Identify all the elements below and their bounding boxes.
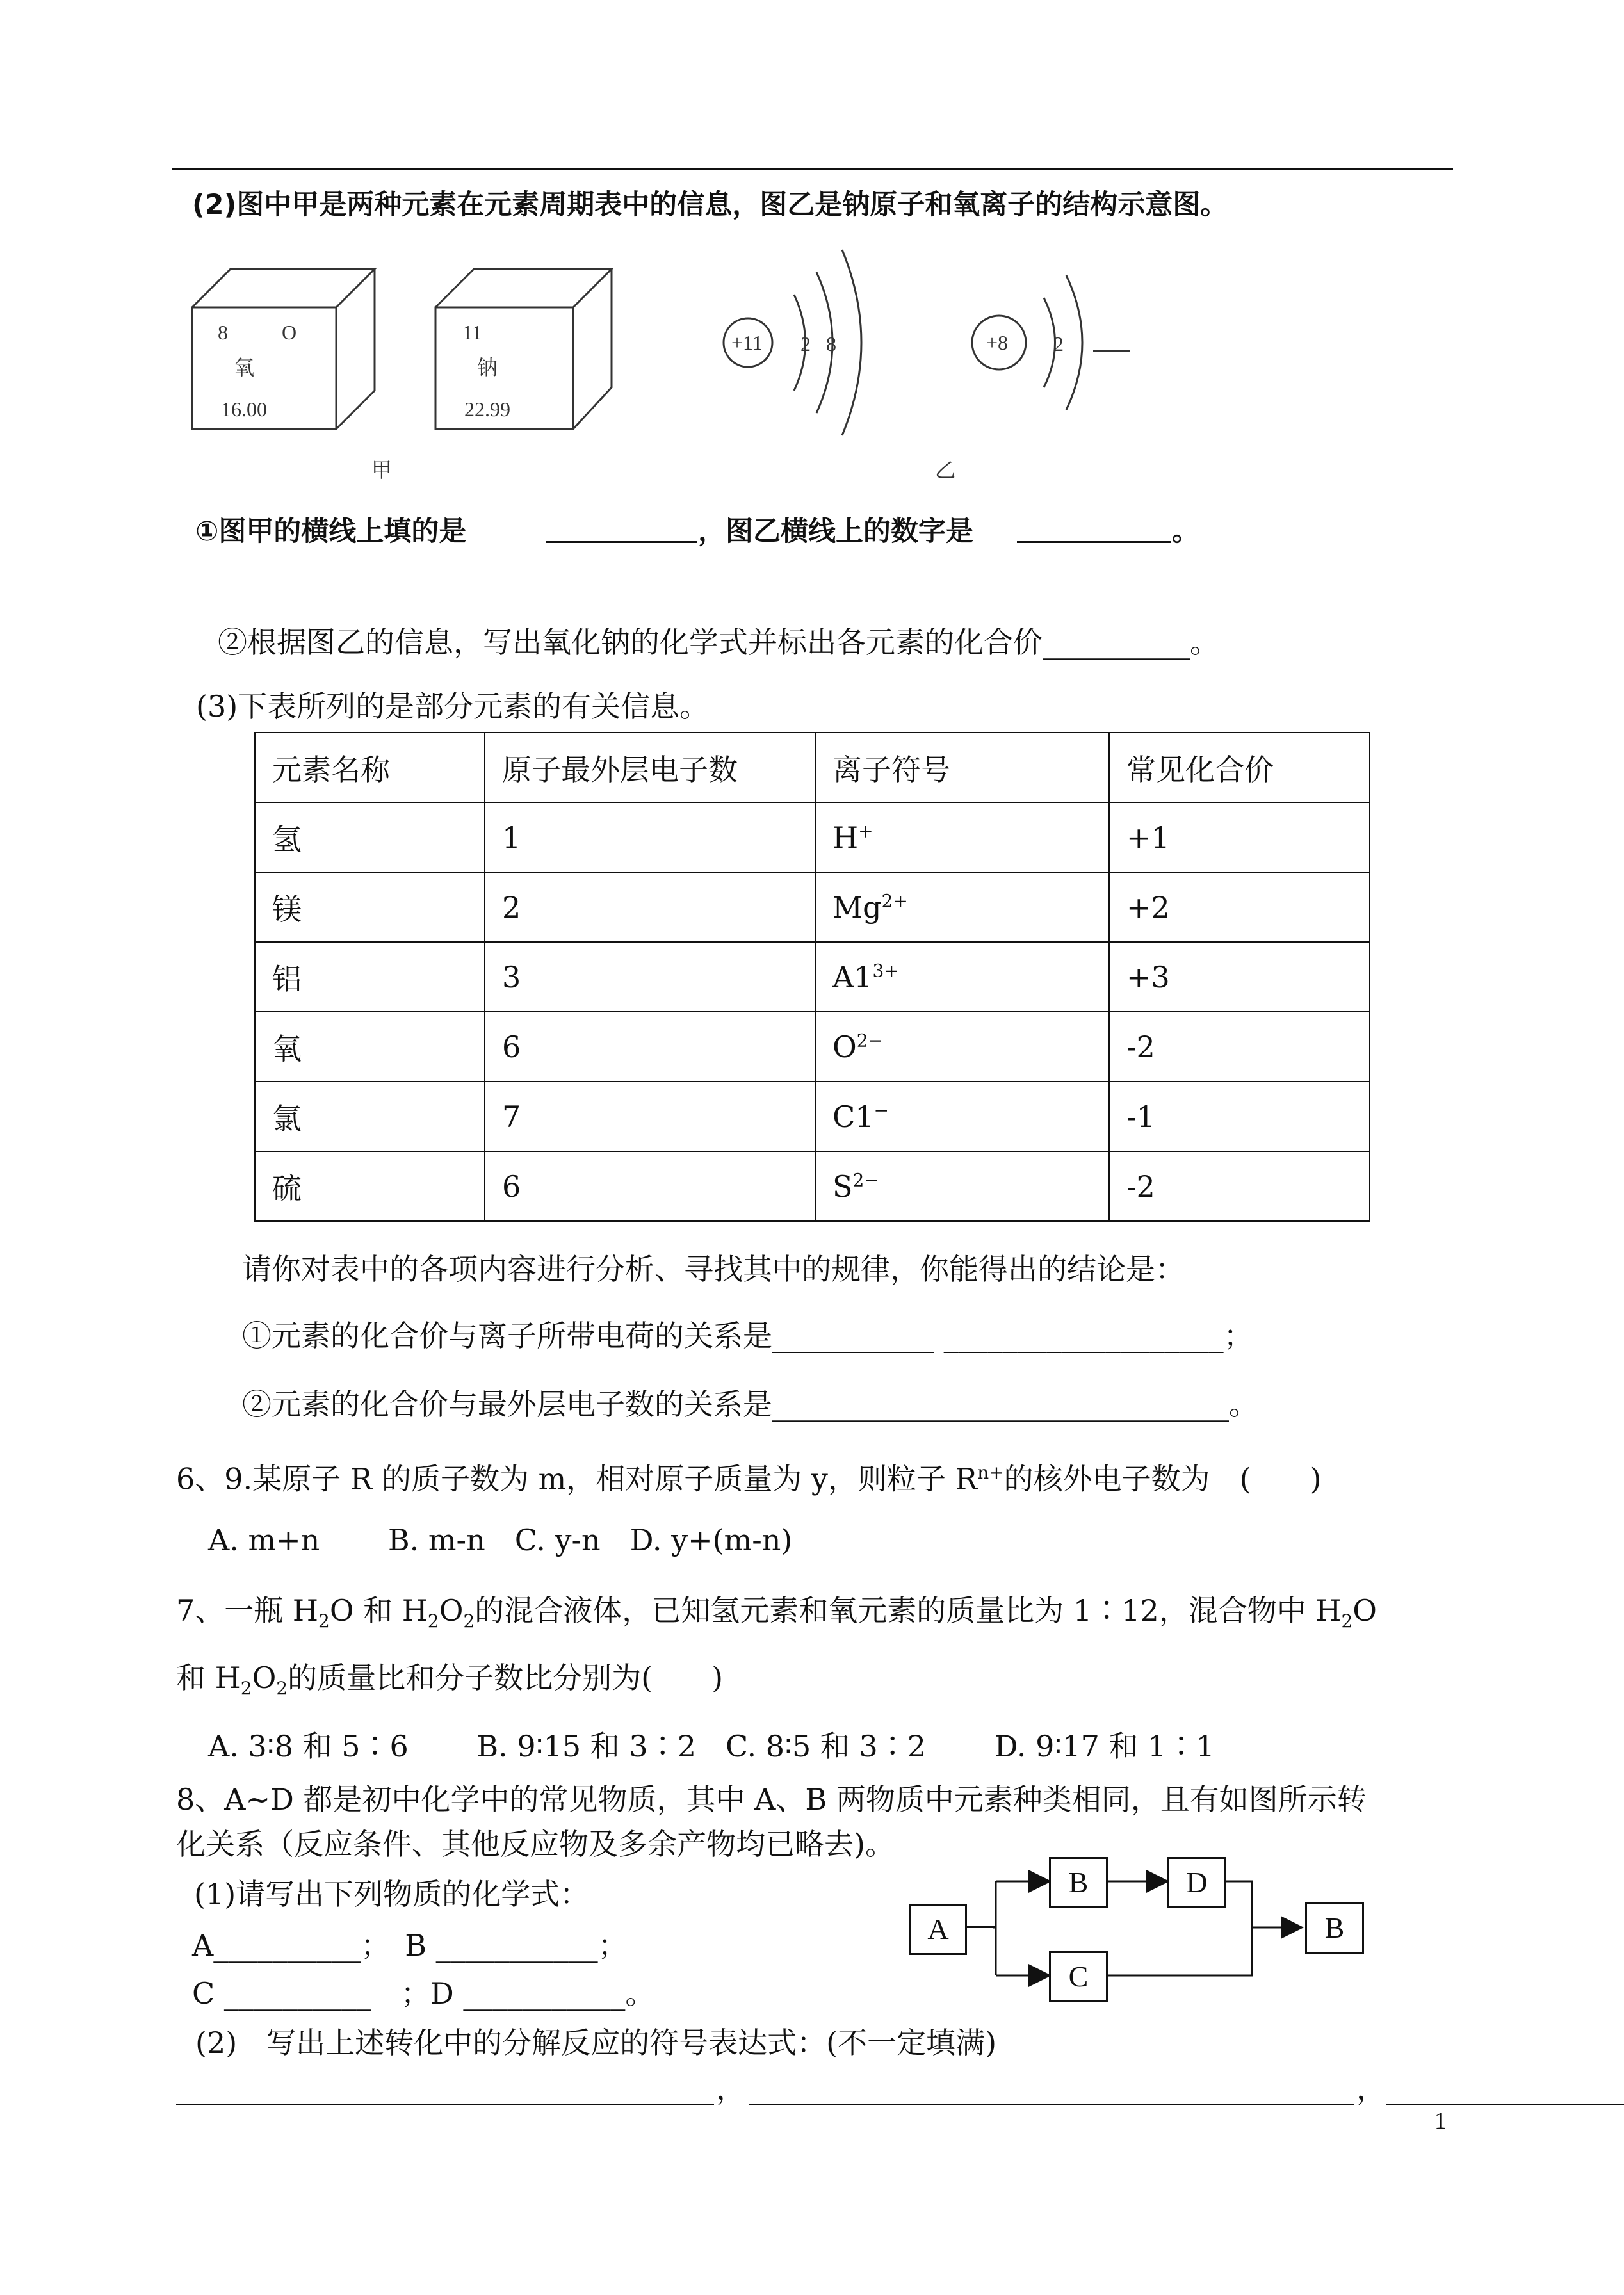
- atom1-shell2: 8: [826, 332, 836, 355]
- ion-charge: 2−: [856, 1030, 883, 1051]
- atom1-nucleus: +11: [731, 331, 763, 354]
- table-cell: 铝: [255, 942, 485, 1012]
- q6-text-a: 6、9.某原子 R 的质子数为 m，相对原子质量为 y，则粒子 R: [176, 1461, 978, 1496]
- comma-2: ，: [1356, 2072, 1386, 2106]
- table-row: [255, 1012, 1370, 1082]
- subscript-2: 2: [240, 1678, 252, 1699]
- ion-charge: 3+: [872, 960, 899, 982]
- question-6: [176, 1454, 1322, 1498]
- table-cell: 3: [485, 942, 815, 1012]
- subscript-2: 2: [427, 1610, 439, 1632]
- table-header-row: [255, 733, 1370, 802]
- label-yi: 乙: [935, 458, 956, 482]
- q7-text: 的质量比和分子数比分别为( ): [288, 1660, 724, 1695]
- ion-charge: 2−: [852, 1169, 879, 1191]
- table-cell: [815, 942, 1109, 1012]
- q8-line-1: 8、A~D 都是初中化学中的常见物质，其中 A、B 两物质中元素种类相同，且有如图所示转: [176, 1782, 1367, 1817]
- subscript-2: 2: [318, 1610, 330, 1632]
- q6-superscript: n+: [977, 1462, 1004, 1483]
- conclusion-2: ②元素的化合价与最外层电子数的关系是_______________________________。: [242, 1387, 1258, 1422]
- analysis-text: 请你对表中的各项内容进行分析、寻找其中的规律，你能得出的结论是：: [242, 1252, 1185, 1286]
- subscript-2: 2: [276, 1678, 288, 1699]
- table-cell: 6: [485, 1151, 815, 1221]
- table-cell: 6: [485, 1012, 815, 1082]
- table-cell: [815, 1012, 1109, 1082]
- cube2-num: 11: [462, 321, 482, 344]
- ion-charge: +: [858, 820, 873, 842]
- atom2-nucleus: +8: [986, 331, 1009, 354]
- q7-text: O: [1352, 1593, 1377, 1628]
- q7-text: 和 H: [176, 1660, 241, 1695]
- ion-symbol: S: [832, 1169, 853, 1204]
- table-cell: -2: [1109, 1151, 1370, 1221]
- q8-answer-cd: C __________ ；D ___________。: [192, 1976, 655, 2011]
- subscript-2: 2: [463, 1610, 475, 1632]
- atom1-shell1: 2: [800, 332, 811, 355]
- table-row: [255, 942, 1370, 1012]
- table-row: [255, 1151, 1370, 1221]
- table-cell: 硫: [255, 1151, 485, 1221]
- table-cell: [815, 872, 1109, 942]
- table-header-cell: 离子符号: [815, 733, 1109, 802]
- flow-box-b2: B: [1305, 1902, 1364, 1954]
- q2-sub1-blank-a[interactable]: [546, 541, 697, 543]
- table-cell: 7: [485, 1082, 815, 1151]
- flow-box-a: A: [909, 1904, 967, 1955]
- table-header-cell: 元素名称: [255, 733, 485, 802]
- element-info-table: [254, 732, 1370, 1222]
- cube1-mass: 16.00: [221, 398, 267, 421]
- ion-symbol: Mg: [832, 889, 882, 925]
- table-cell: 镁: [255, 872, 485, 942]
- cube1-name: 氧: [234, 356, 255, 379]
- table-cell: [815, 802, 1109, 872]
- table-cell: 氧: [255, 1012, 485, 1082]
- q8-line-2: 化关系（反应条件、其他反应物及多余产物均已略去)。: [176, 1827, 895, 1861]
- q6-text-b: 的核外电子数为 ( ): [1003, 1461, 1322, 1496]
- flow-box-d: D: [1167, 1857, 1226, 1908]
- page-number: 1: [1434, 2107, 1447, 2134]
- table-cell: +3: [1109, 942, 1370, 1012]
- conclusion-1: ①元素的化合价与离子所带电荷的关系是___________ ___________________；: [242, 1318, 1253, 1353]
- ion-symbol: O: [832, 1029, 857, 1064]
- flow-box-b: B: [1049, 1857, 1108, 1908]
- table-row: [255, 872, 1370, 942]
- q7-text: O 和 H: [329, 1593, 428, 1628]
- cube2-mass: 22.99: [464, 398, 510, 421]
- q2-sub2: ②根据图乙的信息，写出氧化钠的化学式并标出各元素的化合价__________。: [218, 625, 1219, 660]
- q8-answer-ab: A__________； B ___________；: [192, 1928, 628, 1963]
- q2-sub1-text-b: ，图乙横线上的数字是: [698, 515, 973, 547]
- table-row: [255, 802, 1370, 872]
- table-header-cell: 原子最外层电子数: [485, 733, 815, 802]
- ion-symbol: H: [832, 820, 859, 855]
- cube2-name: 钠: [477, 356, 498, 379]
- cube1-symbol: O: [282, 321, 297, 344]
- table-cell: 氯: [255, 1082, 485, 1151]
- q2-sub1-end: 。: [1172, 515, 1199, 547]
- header-rule: [172, 168, 1453, 170]
- q2-sub1-text-a: ①图甲的横线上填的是: [195, 515, 467, 547]
- table-cell: 2: [485, 872, 815, 942]
- ion-charge: 2+: [881, 890, 908, 912]
- periodic-figure: [186, 237, 1159, 493]
- ion-symbol: C1: [832, 1099, 874, 1134]
- question-7-line-2: 和 $H_2O_2$的质量比和分子数比分别为( ): [176, 1660, 724, 1699]
- q6-options: A. m+n B. m-n C. y-n D. y+(m-n): [208, 1523, 793, 1557]
- table-cell: -1: [1109, 1082, 1370, 1151]
- q7-text: 的混合液体，已知氢元素和氧元素的质量比为 1∶12，混合物中 H: [475, 1593, 1342, 1628]
- q7-options: A. 3∶8 和 5∶6 B. 9∶15 和 3∶2 C. 8∶5 和 3∶2 D. 9∶17 和 1∶1: [208, 1729, 1215, 1764]
- ion-symbol: A1: [832, 959, 873, 994]
- comma-1: ，: [716, 2072, 745, 2106]
- answer-line-2[interactable]: [749, 2104, 1354, 2105]
- q2-sub1-blank-b[interactable]: [1017, 541, 1171, 543]
- q2-heading: (2)图中甲是两种元素在元素周期表中的信息，图乙是钠原子和氧离子的结构示意图。: [192, 189, 1228, 221]
- q8-sub2: (2) 写出上述转化中的分解反应的符号表达式：(不一定填满): [195, 2025, 997, 2060]
- label-jia: 甲: [371, 458, 393, 482]
- table-cell: [815, 1082, 1109, 1151]
- answer-line-1[interactable]: [176, 2104, 714, 2105]
- cube1-num: 8: [218, 321, 228, 344]
- q3-heading: (3)下表所列的是部分元素的有关信息。: [196, 689, 710, 724]
- table-header-cell: 常见化合价: [1109, 733, 1370, 802]
- atom2-shell1: 2: [1053, 332, 1064, 355]
- table-cell: +1: [1109, 802, 1370, 872]
- table-cell: +2: [1109, 872, 1370, 942]
- question-7-line-1: 7、一瓶 $H_2O$ 和 $H_2O_2$的混合液体，已知氢元素和氧元素的质量比为 1∶12，混合物中 $H_2O$: [176, 1593, 1377, 1632]
- subscript-2: 2: [1341, 1610, 1353, 1632]
- answer-line-3[interactable]: [1386, 2104, 1624, 2105]
- table-cell: [815, 1151, 1109, 1221]
- q8-sub1: (1)请写出下列物质的化学式：: [194, 1877, 590, 1911]
- ion-charge: −: [873, 1099, 889, 1121]
- q7-text: 7、一瓶 H: [176, 1593, 319, 1628]
- flow-box-c: C: [1049, 1951, 1108, 2002]
- table-row: [255, 1082, 1370, 1151]
- table-cell: 氢: [255, 802, 485, 872]
- table-cell: -2: [1109, 1012, 1370, 1082]
- table-cell: 1: [485, 802, 815, 872]
- flow-connector: [965, 1926, 996, 1928]
